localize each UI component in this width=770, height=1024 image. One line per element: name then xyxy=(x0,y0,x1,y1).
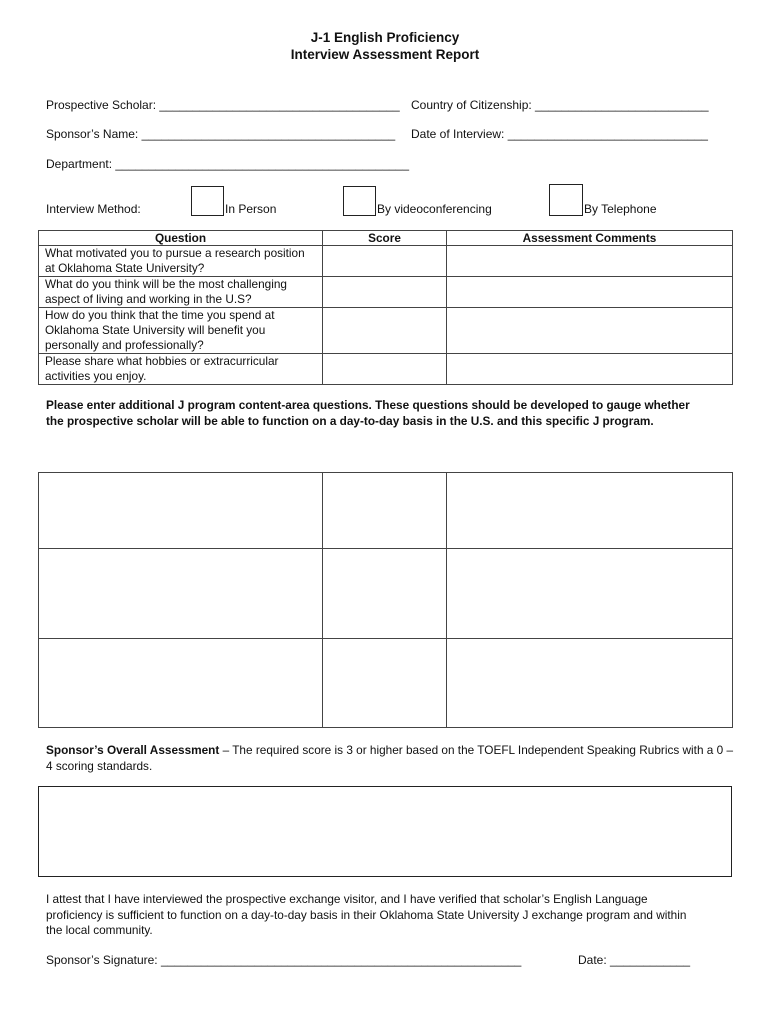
in-person-label: In Person xyxy=(225,202,277,216)
question-header: Question xyxy=(39,231,323,246)
comments-cell[interactable] xyxy=(447,277,733,308)
table-row xyxy=(39,354,733,385)
additional-questions-table xyxy=(38,472,733,728)
score-cell[interactable] xyxy=(323,354,447,385)
score-cell[interactable] xyxy=(323,639,447,728)
table-row xyxy=(39,639,733,728)
interview-method-label: Interview Method: xyxy=(46,202,141,216)
table-row xyxy=(39,246,733,277)
page-subtitle: Interview Assessment Report xyxy=(290,47,480,62)
additional-question-cell[interactable] xyxy=(39,473,323,549)
comments-cell[interactable] xyxy=(447,473,733,549)
comments-cell[interactable] xyxy=(447,246,733,277)
score-cell[interactable] xyxy=(323,549,447,639)
overall-assessment-box[interactable] xyxy=(38,786,732,877)
score-cell[interactable] xyxy=(323,308,447,354)
question-text: How do you think that the time you spend at Oklahoma State University will benefit you personally and professionally? xyxy=(39,308,323,354)
sponsor-name-field[interactable]: Sponsor’s Name: ______________________________________ xyxy=(46,127,396,141)
question-table xyxy=(38,230,733,385)
comments-cell[interactable] xyxy=(447,354,733,385)
overall-assessment-text xyxy=(46,743,736,774)
additional-question-cell[interactable] xyxy=(39,639,323,728)
page-title: J-1 English Proficiency xyxy=(310,30,460,45)
overall-assessment-label: Sponsor’s Overall Assessment xyxy=(46,743,220,757)
comments-cell[interactable] xyxy=(447,639,733,728)
score-cell[interactable] xyxy=(323,473,447,549)
department-field[interactable]: Department: ____________________________________________ xyxy=(46,157,410,171)
comments-header: Assessment Comments xyxy=(447,231,733,246)
additional-question-cell[interactable] xyxy=(39,549,323,639)
in-person-checkbox[interactable] xyxy=(191,186,224,216)
signature-date-field[interactable]: Date: ____________ xyxy=(578,953,691,967)
videoconferencing-label: By videoconferencing xyxy=(377,202,492,216)
sponsor-signature-field[interactable]: Sponsor’s Signature: ______________________________________________________ xyxy=(46,953,522,967)
score-cell[interactable] xyxy=(323,246,447,277)
table-row xyxy=(39,308,733,354)
country-of-citizenship-field[interactable]: Country of Citizenship: __________________________ xyxy=(411,98,709,112)
score-header: Score xyxy=(323,231,447,246)
question-text: Please share what hobbies or extracurricular activities you enjoy. xyxy=(39,354,323,385)
table-row xyxy=(39,277,733,308)
table-row xyxy=(39,473,733,549)
question-text: What do you think will be the most challenging aspect of living and working in the U.S? xyxy=(39,277,323,308)
table-row xyxy=(39,549,733,639)
telephone-checkbox[interactable] xyxy=(549,184,583,216)
telephone-label: By Telephone xyxy=(584,202,657,216)
videoconferencing-checkbox[interactable] xyxy=(343,186,376,216)
comments-cell[interactable] xyxy=(447,549,733,639)
question-text: What motivated you to pursue a research position at Oklahoma State University? xyxy=(39,246,323,277)
attestation-text: I attest that I have interviewed the prospective exchange visitor, and I have verified that scholar’s English Language proficiency is sufficient to function on a day-to-day basis in their Oklahoma State University J exchange program and within the local community. xyxy=(46,892,687,937)
prospective-scholar-field[interactable]: Prospective Scholar: ____________________________________ xyxy=(46,98,400,112)
date-of-interview-field[interactable]: Date of Interview: ______________________________ xyxy=(411,127,708,141)
score-cell[interactable] xyxy=(323,277,447,308)
additional-questions-instructions: Please enter additional J program content-area questions. These questions should be developed to gauge whether the prospective scholar will be able to function on a day-to-day basis in the U.S. and this specific J program. xyxy=(46,398,690,428)
comments-cell[interactable] xyxy=(447,308,733,354)
overall-assessment-description: – The required score is 3 or higher based on the TOEFL Independent Speaking Rubrics with a 0 – 4 scoring standards. xyxy=(46,743,734,773)
